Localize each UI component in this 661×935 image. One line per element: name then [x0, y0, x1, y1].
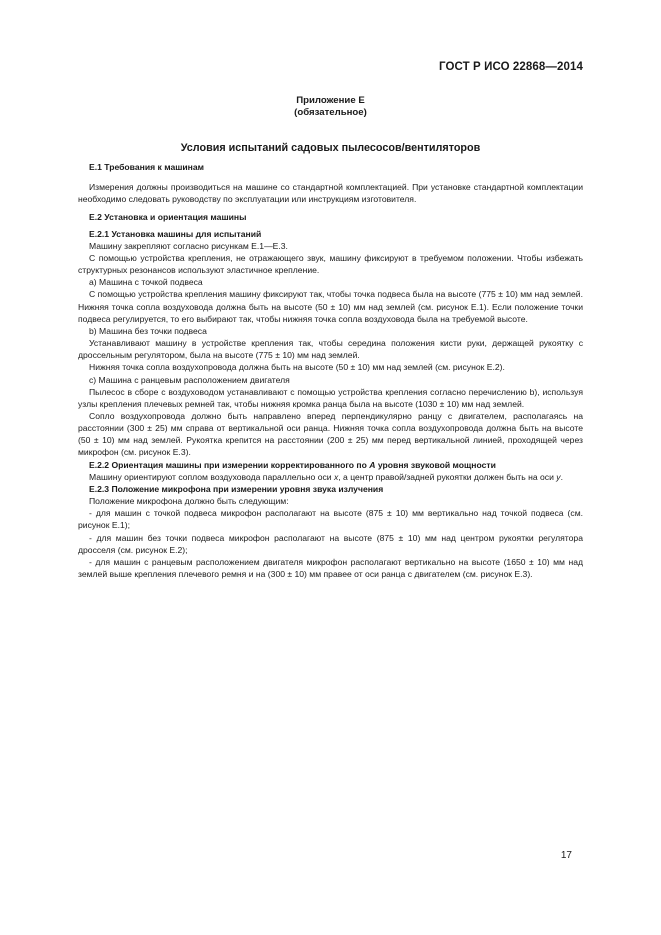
axis-x-label: x: [333, 471, 339, 482]
section-e22-paragraph: [78, 471, 583, 483]
section-e21-paragraph-2: С помощью устройства крепления, не отражающего звук, машину фиксируют в требуемом положении. Чтобы избежать структурных резонансов используют эластичное крепление.: [78, 252, 583, 276]
annex-title: Приложение Е: [296, 95, 365, 106]
section-e22-title-suffix: уровня звуковой мощности: [375, 459, 496, 470]
section-e1-paragraph: Измерения должны производиться на машине со стандартной комплектацией. При установке стандартной комплектации необходимо следовать руководству по эксплуатации или инструкциям изготовителя.: [78, 182, 583, 205]
axis-y-label: y: [556, 471, 561, 482]
section-e22-title: [78, 459, 583, 471]
section-e22-paragraph-mid: , а центр правой/задней рукоятки должен быть на оси: [338, 471, 557, 482]
annex-status: (обязательное): [294, 107, 367, 118]
section-e22-paragraph-prefix: Машину ориентируют соплом воздуховода параллельно оси: [89, 471, 334, 482]
standard-code-header: ГОСТ Р ИСО 22868—2014: [438, 61, 583, 73]
item-b-label: b) Машина без точки подвеса: [89, 325, 207, 336]
item-c-paragraph-2: Сопло воздухопровода должно быть направлено вперед перпендикулярно ранцу с двигателем, располагаясь на расстоянии (300 ± 25) мм справа от вертикальной оси ранца. Нижняя точка сопла воздухопровода должна быть на высоте (50 ± 10) мм над землей. Рукоятка крепится на расстоянии (200 ± 25) мм перед вертикальной линией, проходящей через микрофон (см. рисунок Е.3).: [78, 410, 583, 458]
section-e22-paragraph-end: .: [560, 471, 563, 482]
item-b-paragraph-1: Устанавливают машину в устройстве крепления так, чтобы середина положения кисти руки, держащей рукоятку с дроссельным регулятором, была на высоте (775 ± 10) мм над землей.: [78, 338, 583, 361]
section-e23-paragraph: Положение микрофона должно быть следующим:: [89, 496, 289, 507]
page-number: 17: [560, 850, 572, 861]
section-e21-paragraph-1: Машину закрепляют согласно рисункам Е.1—Е.3.: [89, 240, 288, 251]
item-c-label: c) Машина с ранцевым расположением двигателя: [89, 374, 290, 385]
section-e1-title: Е.1 Требования к машинам: [89, 162, 204, 172]
section-e21-title: Е.2.1 Установка машины для испытаний: [89, 228, 262, 239]
document-body: [78, 161, 583, 580]
main-heading: Условия испытаний садовых пылесосов/вентиляторов: [180, 142, 481, 154]
section-e2-title: Е.2 Установка и ориентация машины: [89, 212, 247, 223]
list-item: - для машин с ранцевым расположением двигателя микрофон располагают вертикально на высоте (1650 ± 10) мм над землей выше крепления плечевого ремня и на (300 ± 10) мм правее от оси ранца с двигателем (см. рисунок Е.3).: [78, 556, 583, 579]
item-c-paragraph-1: Пылесос в сборе с воздуховодом устанавливают с помощью устройства крепления согласно перечислению b), используя узлы крепления плечевых ремней так, чтобы нижняя кромка ранца была на высоте (1030 ± 10) мм над землей.: [78, 386, 583, 409]
section-e23-title: Е.2.3 Положение микрофона при измерении уровня звука излучения: [89, 483, 384, 494]
section-e22-title-prefix: Е.2.2 Ориентация машины при измерении корректированного по: [89, 459, 370, 470]
list-item: - для машин без точки подвеса микрофон располагают на высоте (875 ± 10) мм над центром рукоятки регулятора дросселя (см. рисунок Е.2);: [78, 532, 583, 555]
item-b-paragraph-2: Нижняя точка сопла воздухопровода должна быть на высоте (50 ± 10) мм над землей (см. рисунок Е.2).: [89, 362, 505, 373]
section-e22-title-italic: А: [369, 459, 376, 470]
item-a-label: a) Машина с точкой подвеса: [89, 277, 203, 288]
item-a-paragraph: С помощью устройства крепления машину фиксируют так, чтобы точка подвеса была на высоте (775 ± 10) мм над землей. Нижняя точка сопла воздуховода должна быть на высоте (50 ± 10) мм над землей (см. рисунок Е.1). Если положение точки подвеса регулируется, то его выбирают так, чтобы нижняя точка сопла воздуховода была на требуемой высоте.: [78, 289, 583, 324]
list-item: - для машин с точкой подвеса микрофон располагают на высоте (875 ± 10) мм вертикально над точкой подвеса (см. рисунок Е.1);: [78, 508, 583, 531]
